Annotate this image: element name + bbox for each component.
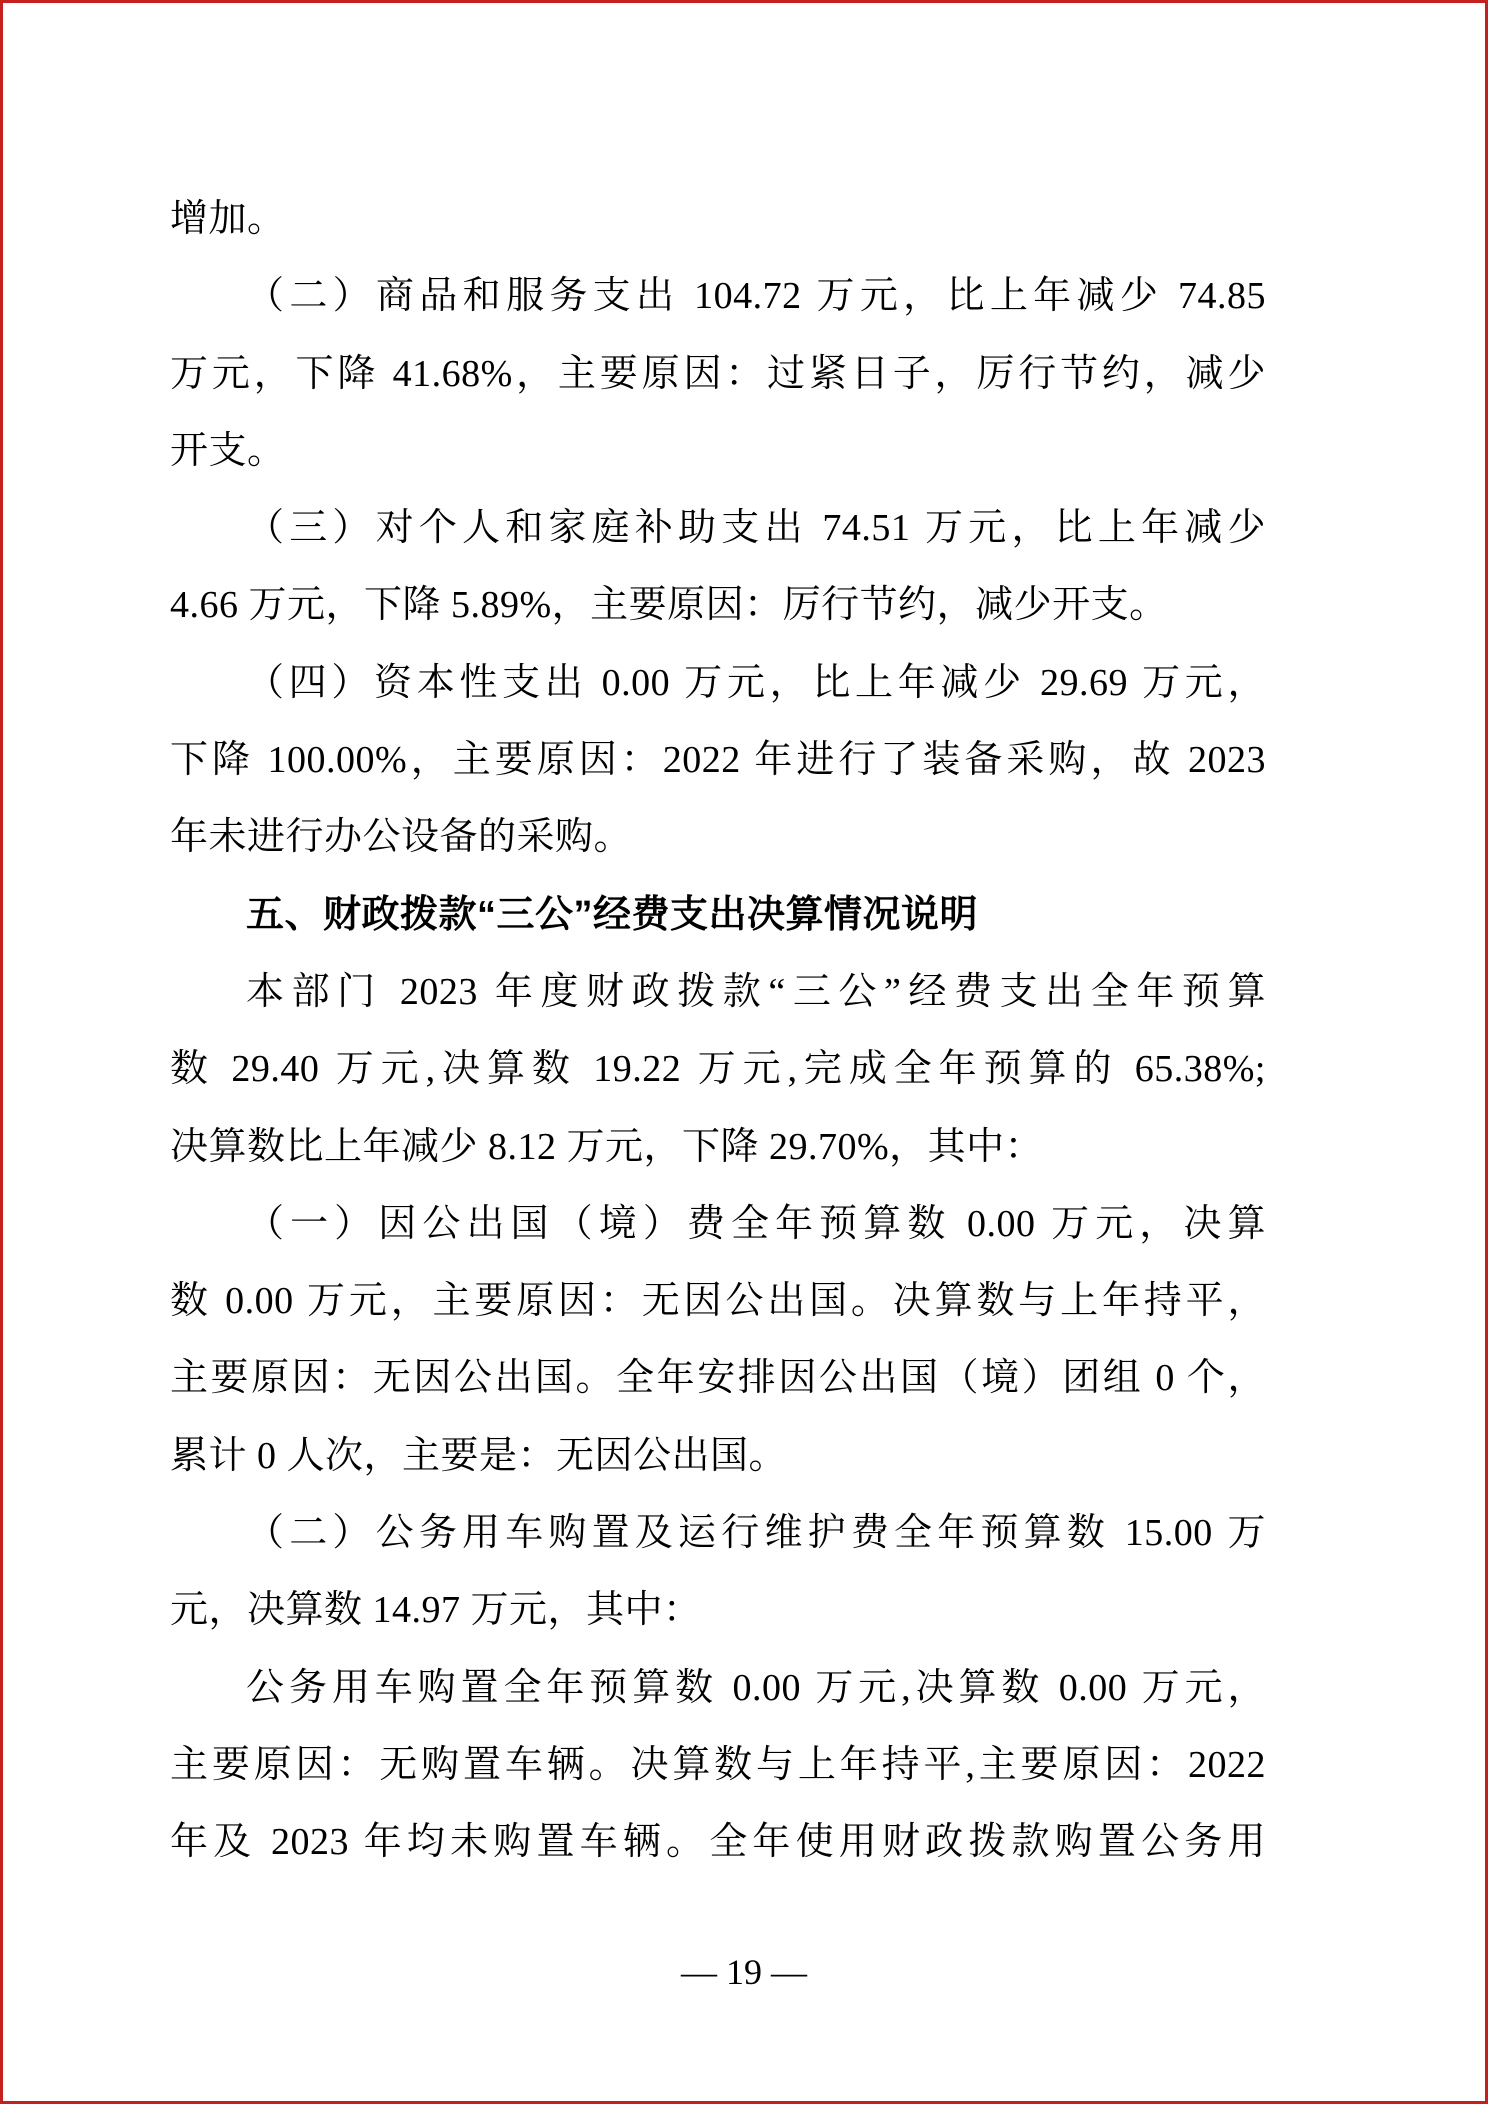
text-line: 开支。 bbox=[170, 429, 286, 472]
text-line: 下降 100.00%，主要原因：2022 年进行了装备采购，故 2023 bbox=[170, 739, 1266, 782]
text-line: （三）对个人和家庭补助支出 74.51 万元，比上年减少 bbox=[246, 507, 1266, 550]
text-line: 累计 0 人次，主要是：无因公出国。 bbox=[170, 1434, 788, 1477]
text-line: 数 0.00 万元，主要原因：无因公出国。决算数与上年持平， bbox=[170, 1280, 1266, 1323]
text-line: 主要原因：无购置车辆。决算数与上年持平,主要原因：2022 bbox=[170, 1743, 1266, 1786]
text-line: （一）因公出国（境）费全年预算数 0.00 万元，决算 bbox=[246, 1202, 1266, 1245]
text-line: 本部门 2023 年度财政拨款“三公”经费支出全年预算 bbox=[246, 970, 1266, 1013]
text-line: （二）公务用车购置及运行维护费全年预算数 15.00 万 bbox=[246, 1512, 1266, 1555]
text-line: 主要原因：无因公出国。全年安排因公出国（境）团组 0 个， bbox=[170, 1357, 1266, 1400]
text-line: 公务用车购置全年预算数 0.00 万元,决算数 0.00 万元， bbox=[246, 1666, 1266, 1709]
text-line: 年未进行办公设备的采购。 bbox=[170, 816, 633, 859]
document-body bbox=[170, 181, 1266, 1882]
text-line: 数 29.40 万元,决算数 19.22 万元,完成全年预算的 65.38%; bbox=[170, 1048, 1266, 1091]
text-line: 年及 2023 年均未购置车辆。全年使用财政拨款购置公务用 bbox=[170, 1821, 1266, 1864]
section-heading: 五、财政拨款“三公”经费支出决算情况说明 bbox=[246, 893, 979, 936]
text-line: （二）商品和服务支出 104.72 万元，比上年减少 74.85 bbox=[246, 275, 1266, 318]
text-line: 元，决算数 14.97 万元，其中： bbox=[170, 1589, 702, 1632]
text-line: 增加。 bbox=[170, 198, 286, 240]
text-line: 决算数比上年减少 8.12 万元，下降 29.70%，其中： bbox=[170, 1125, 1044, 1168]
page-number: — 19 — bbox=[681, 1952, 807, 1992]
text-line: （四）资本性支出 0.00 万元，比上年减少 29.69 万元， bbox=[246, 661, 1266, 704]
page-footer bbox=[0, 1950, 1488, 1994]
text-line: 4.66 万元，下降 5.89%，主要原因：厉行节约，减少开支。 bbox=[170, 584, 1168, 627]
text-line: 万元，下降 41.68%，主要原因：过紧日子，厉行节约，减少 bbox=[170, 352, 1266, 395]
